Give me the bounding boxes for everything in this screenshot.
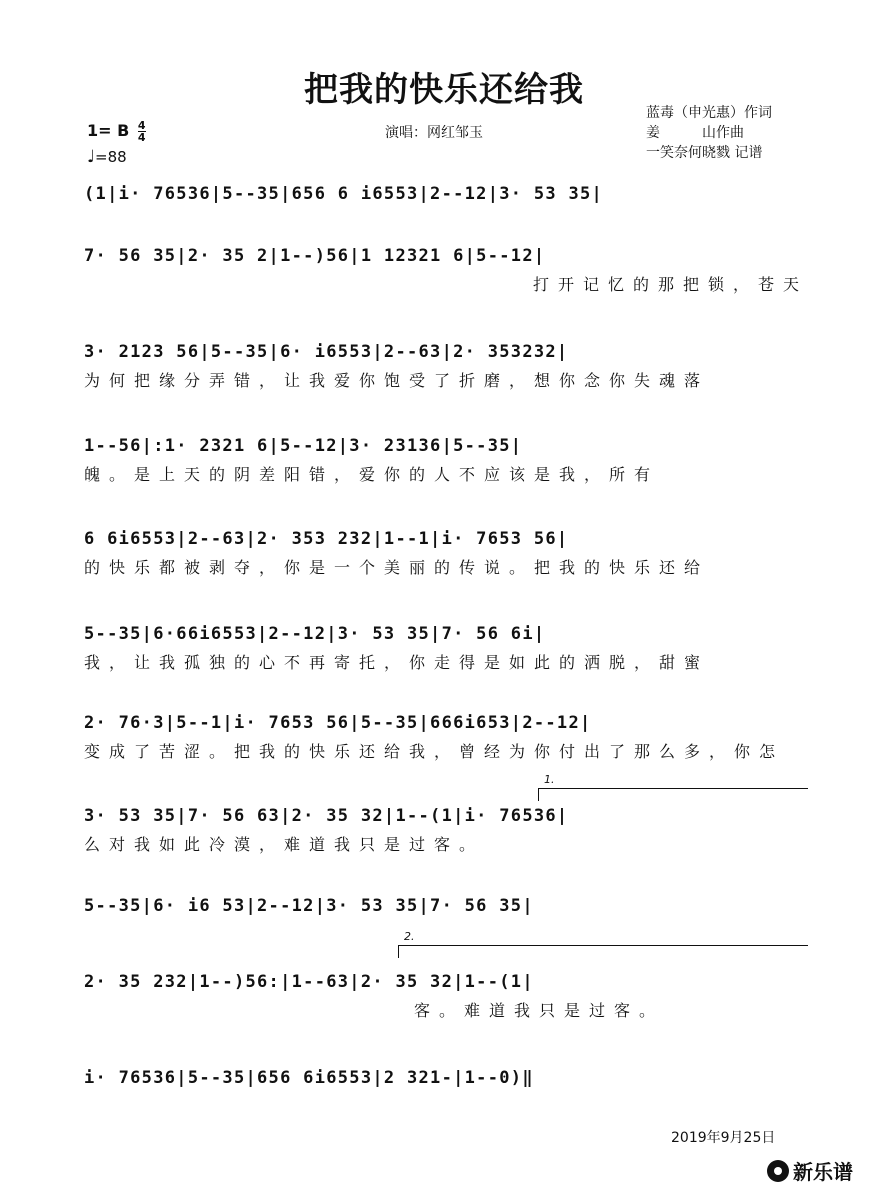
credits: [646, 103, 772, 163]
record-disc-icon: [767, 1160, 789, 1182]
notation-line: 7· 56 35|2· 35 2|1--)56|1 12321 6|5--12|: [84, 246, 546, 266]
lyrics-line: 客。难道我只是过客。: [414, 1001, 665, 1020]
time-signature-denominator: 4: [137, 131, 146, 144]
transcription-date: 2019年9月25日: [671, 1130, 776, 1146]
second-ending-label: 2.: [404, 930, 415, 943]
score-system-5: [84, 523, 808, 581]
score-system-4: [84, 430, 808, 488]
score-system-6: [84, 618, 808, 676]
notation-line: 5--35|6·66i6553|2--12|3· 53 35|7· 56 6i|: [84, 624, 546, 644]
lyricist-credit: 蓝毒（申光惠）作词: [646, 105, 772, 121]
notation-line: 2· 35 232|1--)56:|1--63|2· 35 32|1--(1|: [84, 972, 534, 992]
composer-credit: 姜 山作曲: [646, 125, 744, 141]
notation-line: i· 76536|5--35|656 6i6553|2 321-|1--0)‖: [84, 1068, 534, 1088]
lyrics-line: 的快乐都被剥夺，你是一个美丽的传说。把我的快乐还给: [84, 558, 710, 577]
song-title: 把我的快乐还给我: [304, 70, 584, 110]
transcriber-credit: 一笑奈何晓戮 记谱: [646, 145, 763, 161]
lyrics-line: 么对我如此冷漠，难道我只是过客。: [84, 835, 485, 854]
tempo-value: =88: [95, 148, 127, 166]
notation-line: 1--56|:1· 2321 6|5--12|3· 23136|5--35|: [84, 436, 523, 456]
notation-line: 2· 76·3|5--1|i· 7653 56|5--35|666i653|2--12|: [84, 713, 592, 733]
logo-text: 新乐谱: [793, 1160, 853, 1184]
lyrics-line: 变成了苦涩。把我的快乐还给我，曾经为你付出了那么多，你怎: [84, 742, 785, 761]
notation-line: 3· 2123 56|5--35|6· i6553|2--63|2· 353232|: [84, 342, 569, 362]
key-label: 1= B: [87, 121, 130, 140]
first-ending-bracket: [538, 773, 808, 790]
notation-line: 3· 53 35|7· 56 63|2· 35 32|1--(1|i· 76536|: [84, 806, 569, 826]
score-system-2: [84, 240, 808, 298]
time-signature: [138, 120, 146, 143]
score-system-8: [84, 800, 808, 858]
lyrics-line: 魄。是上天的阴差阳错，爱你的人不应该是我，所有: [84, 465, 660, 484]
lyrics-line: [84, 210, 808, 236]
score-system-11: [84, 1062, 808, 1120]
key-signature: [87, 120, 146, 143]
singer-credit: 演唱：网红邹玉: [385, 125, 483, 141]
first-ending-label: 1.: [544, 773, 555, 786]
notation-line: 5--35|6· i6 53|2--12|3· 53 35|7· 56 35|: [84, 896, 534, 916]
score-system-1: [84, 178, 808, 236]
lyrics-line: 打开记忆的那把锁，苍天: [532, 275, 808, 294]
site-logo: [767, 1156, 853, 1185]
second-ending-bracket: [398, 930, 808, 947]
notation-line: 6 6i6553|2--63|2· 353 232|1--1|i· 7653 56|: [84, 529, 569, 549]
tempo-marking: [87, 147, 127, 167]
lyrics-line: 我，让我孤独的心不再寄托，你走得是如此的洒脱，甜蜜: [84, 653, 710, 672]
score-system-9: [84, 890, 808, 948]
notation-line: (1|i· 76536|5--35|656 6 i6553|2--12|3· 53 35|: [84, 184, 604, 204]
score-system-7: [84, 707, 808, 765]
quarter-note-icon: ♩: [87, 147, 96, 167]
score-system-10: [84, 966, 808, 1024]
score-system-3: [84, 336, 808, 394]
lyrics-line: 为何把缘分弄错，让我爱你饱受了折磨，想你念你失魂落: [84, 371, 710, 390]
time-signature-numerator: 4: [137, 119, 146, 132]
lyrics-line: [84, 1094, 808, 1120]
